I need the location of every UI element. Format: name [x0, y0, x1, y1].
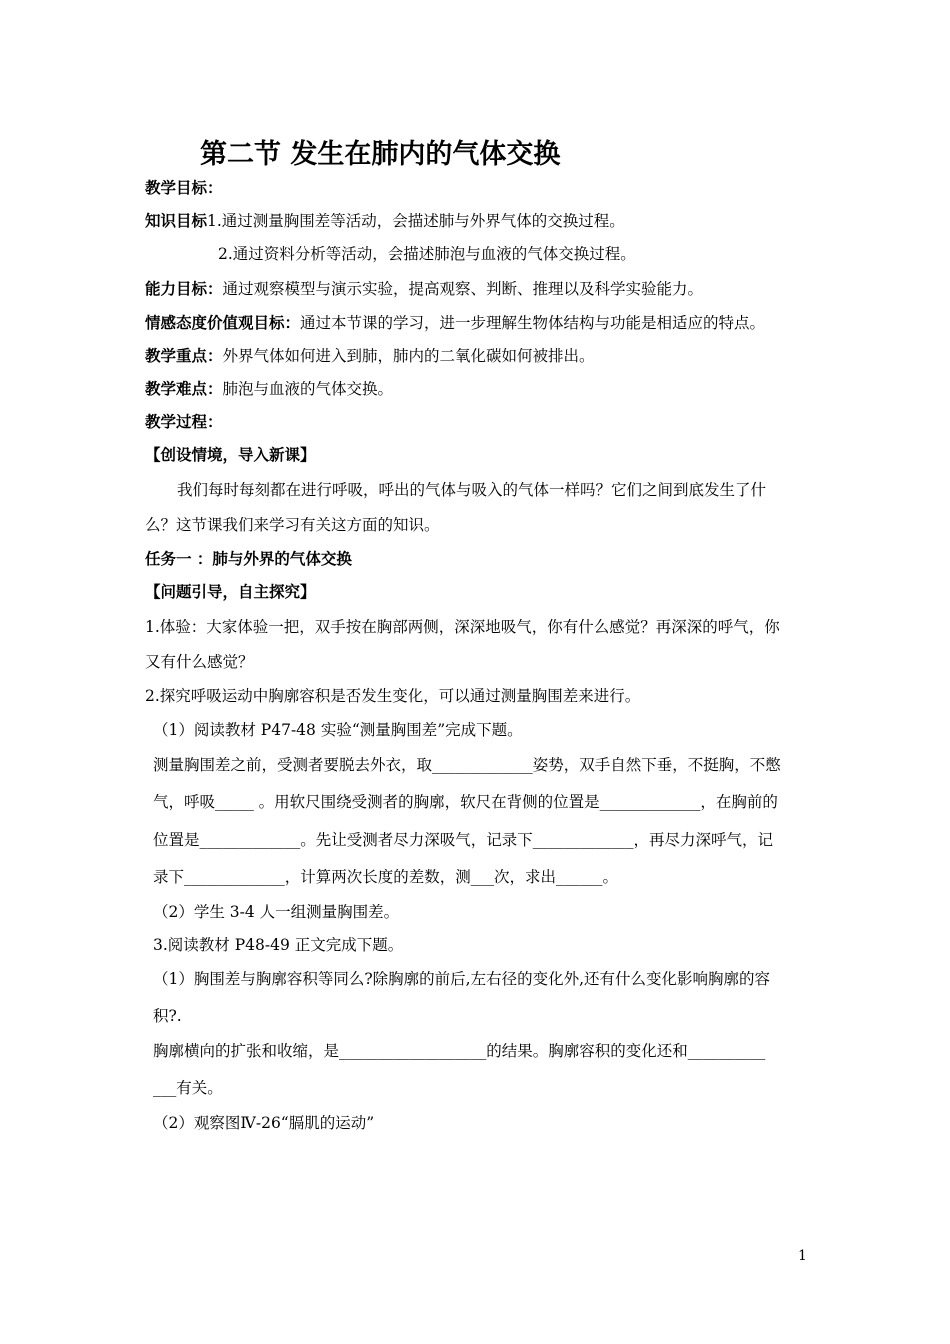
question-2-2: （2）学生 3-4 人一组测量胸围差。: [153, 903, 400, 921]
knowledge-label: 知识目标: [145, 212, 208, 230]
objectives-heading: 教学目标：: [145, 179, 223, 197]
intro-paragraph-line-2: 么？这节课我们来学习有关这方面的知识。: [145, 516, 440, 534]
teaching-key-point: [145, 346, 595, 366]
key-label: 教学重点：: [145, 347, 223, 365]
attitude-objective: [145, 313, 765, 333]
attitude-text: 通过本节课的学习，进一步理解生物体结构与功能是相适应的特点。: [300, 314, 766, 332]
ability-objective: [145, 279, 703, 299]
question-2-1: （1）阅读教材 P47-48 实验“测量胸围差”完成下题。: [153, 721, 523, 739]
difficult-label: 教学难点：: [145, 380, 223, 398]
question-1-line-1: 1.体验：大家体验一把，双手按在胸部两侧，深深地吸气，你有什么感觉？再深深的呼气，你: [145, 618, 780, 636]
key-text: 外界气体如何进入到肺，肺内的二氧化碳如何被排出。: [222, 347, 595, 365]
difficult-text: 肺泡与血液的气体交换。: [222, 380, 394, 398]
intro-paragraph-line-1: 我们每时每刻都在进行呼吸，呼出的气体与吸入的气体一样吗？它们之间到底发生了什: [177, 481, 767, 499]
question-2: 2.探究呼吸运动中胸廓容积是否发生变化，可以通过测量胸围差来进行。: [145, 687, 641, 705]
attitude-label: 情感态度价值观目标：: [145, 314, 301, 332]
question-1-line-2: 又有什么感觉？: [145, 653, 254, 671]
fill-blank-line-1: 测量胸围差之前，受测者要脱去外衣，取_____________姿势，双手自然下垂，不挺胸，不憋: [153, 756, 781, 774]
knowledge-objective-2: 2.通过资料分析等活动，会描述肺泡与血液的气体交换过程。: [218, 245, 636, 263]
question-3-2: （2）观察图Ⅳ-26“膈肌的运动”: [153, 1114, 375, 1132]
knowledge-objective-1: [145, 211, 625, 231]
question-3: 3.阅读教材 P48-49 正文完成下题。: [153, 936, 404, 954]
fill-blank-line-6: ___有关。: [153, 1079, 223, 1097]
fill-blank-line-5: 胸廓横向的扩张和收缩，是___________________的结果。胸廓容积的变化还和__________: [153, 1042, 766, 1060]
fill-blank-line-2: 气，呼吸_____ 。用软尺围绕受测者的胸廓，软尺在背侧的位置是_____________，在胸前的: [153, 793, 778, 811]
task-one-heading: 任务一 ：肺与外界的气体交换: [145, 550, 352, 568]
process-heading: 教学过程：: [145, 413, 223, 431]
page-title: 第二节 发生在肺内的气体交换: [200, 139, 561, 170]
ability-label: 能力目标：: [145, 280, 223, 298]
teaching-difficult-point: [145, 379, 393, 399]
knowledge-text-1: 1.通过测量胸围差等活动，会描述肺与外界气体的交换过程。: [207, 212, 625, 230]
page-number: 1: [798, 1248, 807, 1264]
section-intro-heading: 【创设情境，导入新课】: [145, 446, 316, 464]
ability-text: 通过观察模型与演示实验，提高观察、判断、推理以及科学实验能力。: [222, 280, 704, 298]
fill-blank-line-4: 录下_____________，计算两次长度的差数，测___次，求出______。: [153, 868, 619, 886]
section-explore-heading: 【问题引导，自主探究】: [145, 583, 316, 601]
question-3-1-line-1: （1）胸围差与胸廓容积等同么?除胸廓的前后,左右径的变化外,还有什么变化影响胸廓的容: [153, 970, 771, 988]
fill-blank-line-3: 位置是_____________。先让受测者尽力深吸气，记录下_____________，再尽力深呼气，记: [153, 831, 774, 849]
question-3-1-line-2: 积?.: [153, 1007, 182, 1025]
